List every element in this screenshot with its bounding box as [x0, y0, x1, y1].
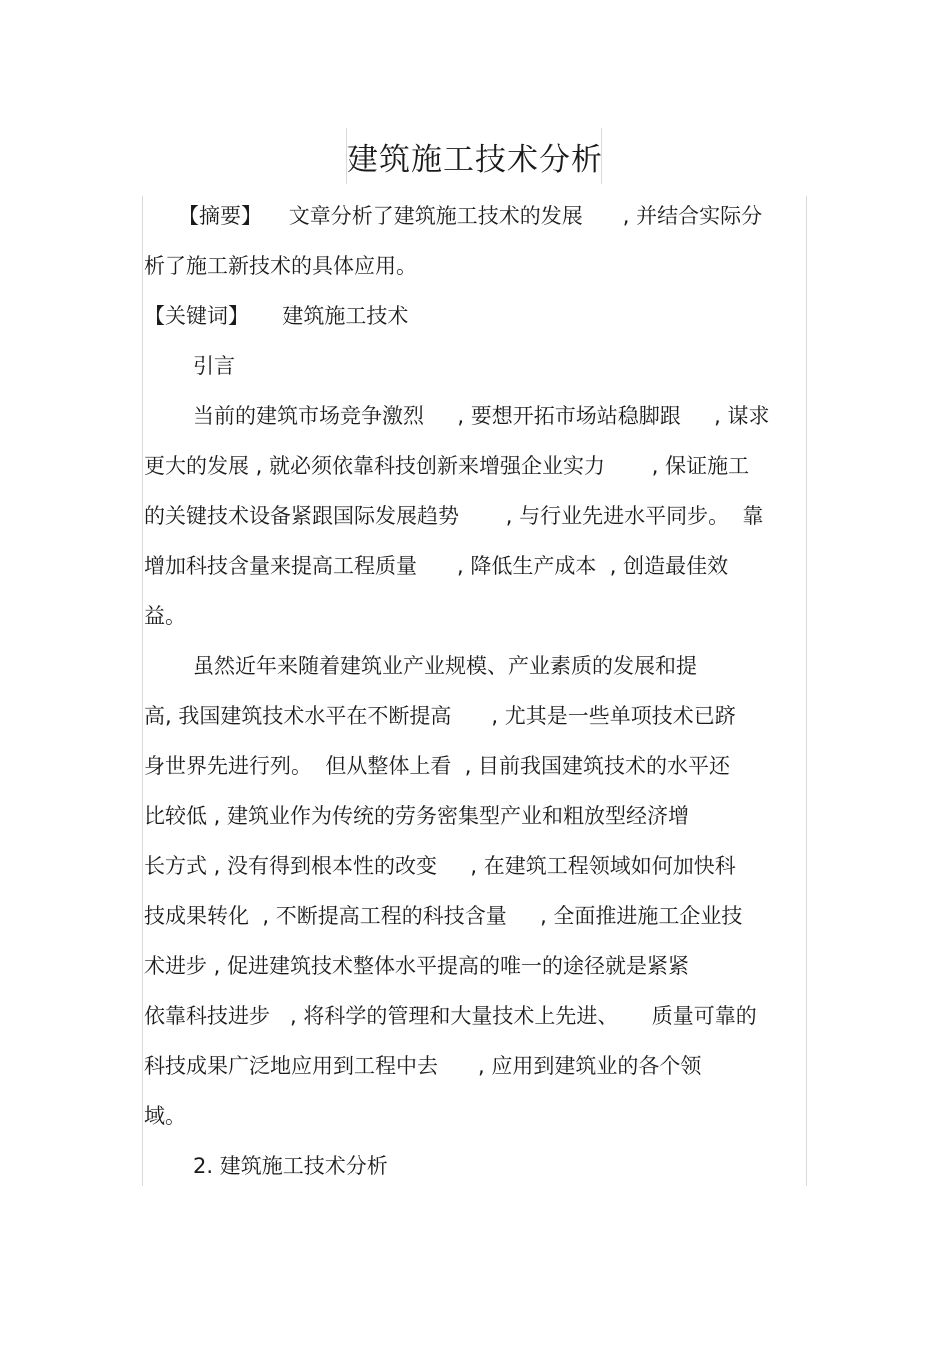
paragraph-2-line-5: 长方式 , 没有得到根本性的改变 , 在建筑工程领域如何加快科	[144, 854, 736, 878]
paragraph-2-line-9: 科技成果广泛地应用到工程中去 , 应用到建筑业的各个领	[144, 1054, 702, 1078]
paragraph-2-line-8: 依靠科技进步 , 将科学的管理和大量技术上先进、 质量可靠的	[144, 1004, 757, 1028]
document-title: 建筑施工技术分析	[347, 142, 603, 178]
paragraph-2-line-7: 术进步 , 促进建筑技术整体水平提高的唯一的途径就是紧紧	[144, 954, 690, 978]
paragraph-1-line-1: 当前的建筑市场竞争激烈 , 要想开拓市场站稳脚跟 , 谋求	[193, 404, 770, 428]
abstract-line-1: 【摘要】 文章分析了建筑施工技术的发展 , 并结合实际分	[178, 204, 763, 228]
paragraph-1-line-2: 更大的发展 , 就必须依靠科技创新来增强企业实力 , 保证施工	[144, 454, 750, 478]
paragraph-2-line-10: 域。	[144, 1104, 186, 1128]
paragraph-1-line-3: 的关键技术设备紧跟国际发展趋势 , 与行业先进水平同步。 靠	[144, 504, 764, 528]
abstract-line-2: 析了施工新技术的具体应用。	[144, 254, 417, 278]
paragraph-1-line-4: 增加科技含量来提高工程质量 , 降低生产成本 , 创造最佳效	[144, 554, 729, 578]
body-left-rule	[142, 196, 143, 1186]
paragraph-2-line-1: 虽然近年来随着建筑业产业规模、产业素质的发展和提	[193, 654, 697, 678]
paragraph-2-line-2: 高, 我国建筑技术水平在不断提高 , 尤其是一些单项技术已跻	[144, 704, 736, 728]
keywords-line: 【关键词】 建筑施工技术	[144, 304, 409, 328]
section-heading-2: 2. 建筑施工技术分析	[193, 1154, 388, 1178]
paragraph-2-line-6: 技成果转化 , 不断提高工程的科技含量 , 全面推进施工企业技	[144, 904, 743, 928]
paragraph-2-line-4: 比较低 , 建筑业作为传统的劳务密集型产业和粗放型经济增	[144, 804, 690, 828]
paragraph-1-line-5: 益。	[144, 604, 186, 628]
paragraph-2-line-3: 身世界先进行列。 但从整体上看 , 目前我国建筑技术的水平还	[144, 754, 731, 778]
body-right-rule	[806, 196, 807, 1186]
section-heading-intro: 引言	[193, 354, 235, 378]
